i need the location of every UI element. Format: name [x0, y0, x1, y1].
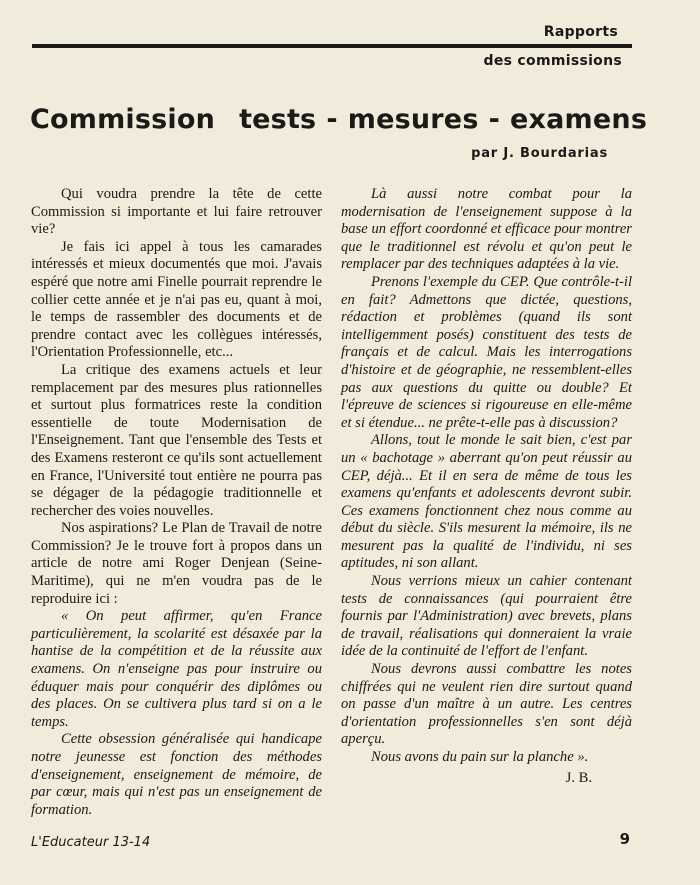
paragraph: La critique des examens actuels et leur remplacement par des mesures plus rationnelles et surtout plus formatrices reste la condition essentielle de toute Modernisation de l'Enseignement. Tant que l'ensemble des Tests et des Examens resteront ce qu'ils sont actuellement en France, l'Université tout entière ne pourra pas se dégager de la pédagogie traditionnelle et rechercher des voies nouvelles. [31, 361, 322, 519]
section-label-rapports: Rapports [543, 24, 618, 40]
title-word: examens [510, 104, 648, 135]
quote-paragraph: Nous devrons aussi combattre les notes chiffrées qui ne veulent rien dire surtout quand on passe d'un maître à un autre. Les centres d'orientation professionnelles s'en sont déjà aperçu. [341, 661, 632, 748]
title-word: mesures [347, 104, 479, 135]
page-number: 9 [619, 830, 630, 848]
paragraph: Qui voudra prendre la tête de cette Commission si importante et lui faire retrouver vie? [31, 186, 322, 238]
article-title [30, 104, 648, 135]
right-column [341, 186, 632, 787]
quote-paragraph: « On peut affirmer, qu'en France particulièrement, la scolarité est désaxée par la hantise de la compétition et de la réussite aux examens. On n'enseigne pas pour instruire ou éduquer mais pour conquérir des diplômes ou des places. On se cultivera plus tard si on a le temps. [31, 608, 322, 730]
quote-paragraph: Cette obsession généralisée qui handicape notre jeunesse est fonction des méthodes d'enseignement, enseignement de mémoire, de par cœur, mais qui n'est pas un enseignement de formation. [31, 731, 322, 818]
article-byline: par J. Bourdarias [471, 146, 608, 161]
title-word: - [326, 104, 338, 135]
title-word: tests [239, 104, 317, 135]
quote-paragraph: Prenons l'exemple du CEP. Que contrôle-t-il en fait? Admettons que dictée, questions, rédaction et problèmes (quand ils sont intelligemment posés) constituent des tests de français et de calcul. Mais les interrogations d'histoire et de géographie, ne ressemblent-elles pas aux questions du quitte ou double? Et l'épreuve de sciences si rigoureuse en elle-même et si étendue... ne prête-t-elle pas à discussion? [341, 273, 632, 431]
publication-name: L'Educateur 13-14 [31, 835, 151, 850]
left-column [31, 186, 322, 819]
quote-paragraph: Là aussi notre combat pour la modernisation de l'enseignement suppose à la base un effort coordonné et efficace pour montrer que le traditionnel est révolu et qu'on peut le remplacer par des techniques adaptées à la vie. [341, 186, 632, 273]
section-label-commissions: des commissions [483, 53, 622, 69]
quote-paragraph: Allons, tout le monde le sait bien, c'est par un « bachotage » aberrant qu'on peut réussir au CEP, déjà... Et il en sera de même de tous les examens qu'enfants et adolescents devront subir. Ces examens fonctionnent chez nous comme au début du siècle. S'ils mesurent la mémoire, ils ne mesurent pas la qualité de l'individu, ni ses aptitudes, ni son allant. [341, 432, 632, 572]
paragraph: Nos aspirations? Le Plan de Travail de notre Commission? Je le trouve fort à propos dans un article de notre ami Roger Denjean (Seine-Maritime), qui ne m'en voudra pas de le reproduire ici : [31, 520, 322, 607]
quote-paragraph: Nous avons du pain sur la planche ». [371, 749, 589, 765]
title-word: Commission [30, 104, 216, 135]
header-rule [32, 44, 632, 48]
quote-paragraph: Nous verrions mieux un cahier contenant tests de connaissances (qui pourraient être fournis par l'Administration) avec brevets, plans de travail, réalisations qui donneraient la vraie idée de la continuité de l'effort de l'enfant. [341, 573, 632, 660]
paragraph: Je fais ici appel à tous les camarades intéressés et mieux documentés que moi. J'avais espéré que notre ami Finelle pourrait reprendre le collier cette année et je n'ai pas eu, quant à moi, le temps de rassembler des documents et de prendre contact avec les collègues intéressés, l'Orientation Professionnelle, etc... [31, 238, 322, 361]
title-word: - [488, 104, 500, 135]
signature: J. B. [565, 769, 592, 786]
